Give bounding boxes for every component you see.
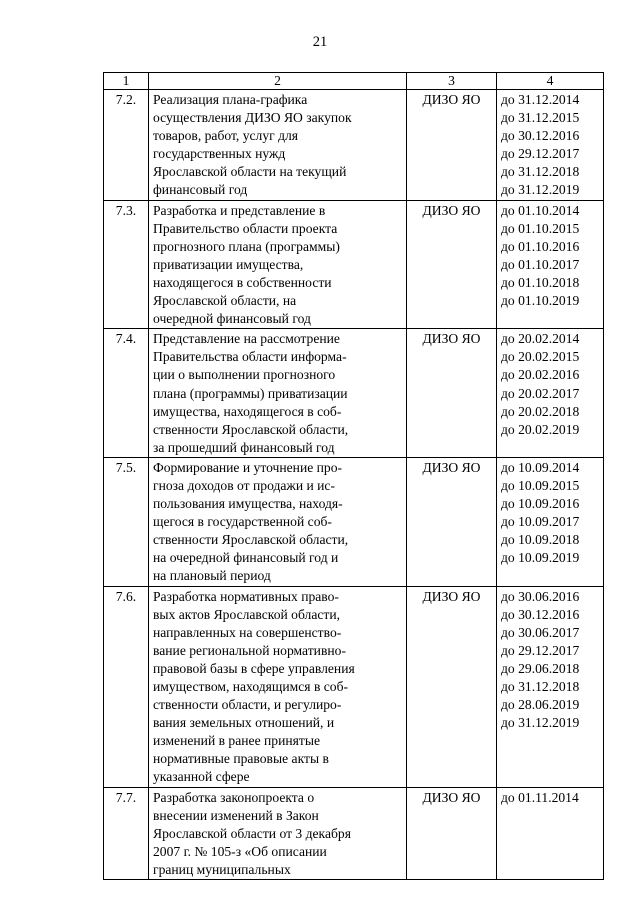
responsible-executor: ДИЗО ЯО — [407, 787, 497, 879]
description-line: гноза доходов от продажи и ис- — [153, 477, 335, 493]
deadline-date: до 31.12.2019 — [501, 182, 580, 198]
deadline-date: до 31.12.2019 — [501, 715, 580, 731]
deadline-date: до 10.09.2017 — [501, 514, 580, 530]
measure-description — [149, 457, 407, 586]
deadline-date: до 20.02.2015 — [501, 349, 580, 365]
description-line: за прошедший финансовый год — [153, 439, 335, 455]
column-number-2: 2 — [149, 73, 407, 90]
description-line: Правительство области проекта — [153, 220, 338, 236]
description-line: очередной финансовый год — [153, 311, 311, 327]
deadline-date: до 20.02.2014 — [501, 331, 580, 347]
description-line: указанной сфере — [153, 769, 250, 785]
description-line: ственности Ярославской области, — [153, 532, 349, 548]
description-line: изменений в ранее принятые — [153, 733, 320, 749]
table-row — [104, 200, 604, 329]
column-number-4: 4 — [497, 73, 604, 90]
table-row — [104, 586, 604, 787]
description-line: Разработка нормативных право- — [153, 588, 339, 604]
description-line: вых актов Ярославской области, — [153, 606, 341, 622]
description-line: вания земельных отношений, и — [153, 715, 335, 731]
table-row — [104, 457, 604, 586]
responsible-executor: ДИЗО ЯО — [407, 200, 497, 329]
deadline-date: до 10.09.2015 — [501, 477, 580, 493]
deadline-date: до 01.10.2016 — [501, 238, 580, 254]
deadline-dates — [497, 787, 604, 879]
deadline-date: до 01.10.2015 — [501, 220, 580, 236]
description-line: Ярославской области от 3 декабря — [153, 825, 351, 841]
description-line: вание региональной нормативно- — [153, 642, 346, 658]
description-line: Ярославской области, на — [153, 293, 297, 309]
column-number-1: 1 — [104, 73, 149, 90]
deadline-dates — [497, 457, 604, 586]
deadline-date: до 01.11.2014 — [501, 789, 579, 805]
deadline-date: до 10.09.2016 — [501, 496, 580, 512]
deadline-date: до 30.12.2016 — [501, 128, 580, 144]
deadline-date: до 31.12.2014 — [501, 92, 580, 107]
deadline-date: до 20.02.2016 — [501, 367, 580, 383]
description-line: щегося в государственной соб- — [153, 514, 332, 530]
deadline-date: до 28.06.2019 — [501, 697, 580, 713]
description-line: финансовый год — [153, 182, 248, 198]
description-line: прогнозного плана (программы) — [153, 238, 340, 254]
description-line: на очередной финансовый год и — [153, 550, 339, 566]
description-line: ции о выполнении прогнозного — [153, 367, 336, 383]
description-line: плана (программы) приватизации — [153, 385, 348, 401]
deadline-date: до 31.12.2018 — [501, 164, 580, 180]
description-line: имущества, находящегося в соб- — [153, 403, 342, 419]
description-line: пользования имущества, находя- — [153, 496, 343, 512]
deadline-date: до 29.12.2017 — [501, 642, 580, 658]
item-number: 7.3. — [104, 200, 149, 329]
page-number: 21 — [312, 34, 328, 50]
measure-description — [149, 200, 407, 329]
deadline-date: до 20.02.2019 — [501, 421, 580, 437]
responsible-executor: ДИЗО ЯО — [407, 329, 497, 458]
description-line: государственных нужд — [153, 146, 286, 162]
deadline-date: до 29.06.2018 — [501, 660, 580, 676]
responsible-executor: ДИЗО ЯО — [407, 90, 497, 201]
description-line: Реализация плана-графика — [153, 92, 308, 107]
description-line: правовой базы в сфере управления — [153, 660, 355, 676]
deadline-date: до 01.10.2019 — [501, 293, 580, 309]
deadline-date: до 01.10.2018 — [501, 274, 580, 290]
description-line: приватизации имущества, — [153, 256, 304, 272]
item-number: 7.4. — [104, 329, 149, 458]
description-line: имуществом, находящимся в соб- — [153, 679, 349, 694]
deadline-dates — [497, 200, 604, 329]
description-line: границ муниципальных — [153, 861, 291, 877]
table-row — [104, 329, 604, 458]
deadline-date: до 10.09.2014 — [501, 459, 580, 475]
measure-description — [149, 787, 407, 879]
deadline-date: до 10.09.2018 — [501, 532, 580, 548]
deadline-dates — [497, 586, 604, 787]
description-line: Правительства области информа- — [153, 349, 347, 365]
description-line: направленных на совершенство- — [153, 624, 342, 640]
description-line: Ярославской области на текущий — [153, 164, 347, 180]
description-line: осуществления ДИЗО ЯО закупок — [153, 110, 352, 126]
deadline-date: до 01.10.2014 — [501, 202, 580, 218]
description-line: Представление на рассмотрение — [153, 331, 340, 347]
table-row — [104, 90, 604, 201]
description-line: 2007 г. № 105-з «Об описании — [153, 843, 327, 859]
description-line: товаров, работ, услуг для — [153, 128, 299, 144]
deadline-date: до 29.12.2017 — [501, 146, 580, 162]
deadline-date: до 31.12.2018 — [501, 679, 580, 694]
table-header-row — [104, 73, 604, 90]
measure-description — [149, 90, 407, 201]
deadline-date: до 30.06.2017 — [501, 624, 580, 640]
item-number: 7.5. — [104, 457, 149, 586]
deadline-date: до 30.06.2016 — [501, 588, 580, 604]
deadline-date: до 10.09.2019 — [501, 550, 580, 566]
description-line: ственности Ярославской области, — [153, 421, 349, 437]
description-line: нормативные правовые акты в — [153, 751, 329, 767]
description-line: Формирование и уточнение про- — [153, 459, 343, 475]
responsible-executor: ДИЗО ЯО — [407, 457, 497, 586]
item-number: 7.2. — [104, 90, 149, 201]
deadline-date: до 01.10.2017 — [501, 256, 580, 272]
item-number: 7.6. — [104, 586, 149, 787]
deadline-dates — [497, 329, 604, 458]
measure-description — [149, 586, 407, 787]
deadline-date: до 20.02.2017 — [501, 385, 580, 401]
description-line: внесении изменений в Закон — [153, 807, 319, 823]
item-number: 7.7. — [104, 787, 149, 879]
measure-description — [149, 329, 407, 458]
deadline-date: до 20.02.2018 — [501, 403, 580, 419]
description-line: Разработка и представление в — [153, 202, 326, 218]
deadline-date: до 30.12.2016 — [501, 606, 580, 622]
column-number-3: 3 — [407, 73, 497, 90]
responsible-executor: ДИЗО ЯО — [407, 586, 497, 787]
description-line: находящегося в собственности — [153, 274, 332, 290]
measures-table — [103, 72, 604, 880]
deadline-date: до 31.12.2015 — [501, 110, 580, 126]
description-line: ственности области, и регулиро- — [153, 697, 342, 713]
table-row — [104, 787, 604, 879]
description-line: на плановый период — [153, 568, 271, 584]
deadline-dates — [497, 90, 604, 201]
description-line: Разработка законопроекта о — [153, 789, 315, 805]
